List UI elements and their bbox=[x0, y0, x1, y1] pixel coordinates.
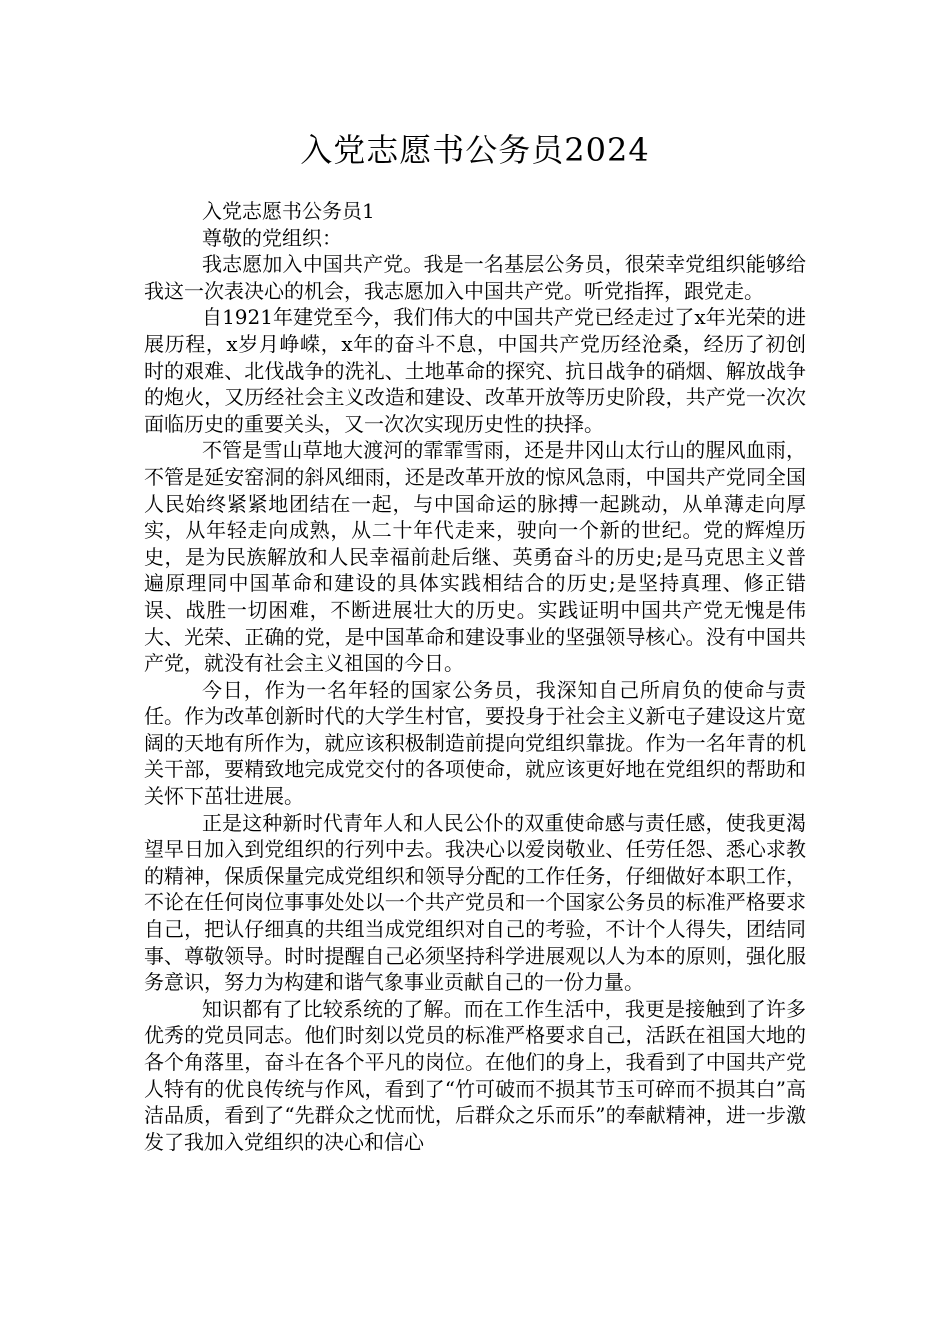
document-title: 入党志愿书公务员2024 bbox=[300, 131, 650, 169]
salutation: 尊敬的党组织： bbox=[202, 225, 342, 250]
paragraph-1: 我志愿加入中国共产党。我是一名基层公务员，很荣幸党组织能够给我这一次表决心的机会，我志愿加入中国共产党。听党指挥，跟党走。 bbox=[144, 252, 806, 303]
paragraph-6: 知识都有了比较系统的了解。而在工作生活中，我更是接触到了许多优秀的党员同志。他们时刻以党员的标准严格要求自己，活跃在祖国大地的各个角落里，奋斗在各个平凡的岗位。在他们的身上，我看到了中国共产党人特有的优良传统与作风，看到了“竹可破而不损其节玉可碎而不损其白”高洁品质，看到了“先群众之忧而忧，后群众之乐而乐”的奉献精神，进一步激发了我加入党组织的决心和信心 bbox=[144, 996, 806, 1154]
paragraph-2: 自1921年建党至今，我们伟大的中国共产党已经走过了x年光荣的进展历程，x岁月峥嵘，x年的奋斗不息，中国共产党历经沧桑，经历了初创时的艰难、北伐战争的洗礼、土地革命的探究、抗日战争的硝烟、解放战争的炮火，又历经社会主义改造和建设、改革开放等历史阶段，共产党一次次面临历史的重要关头，又一次次实现历史性的抉择。 bbox=[144, 305, 806, 436]
document-subheading: 入党志愿书公务员1 bbox=[202, 199, 375, 223]
paragraph-4: 今日，作为一名年轻的国家公务员，我深知自己所肩负的使命与责任。作为改革创新时代的大学生村官，要投身于社会主义新屯子建设这片宽阔的天地有所作为，就应该积极制造前提向党组织靠拢。作为一名年青的机关干部，要精致地完成党交付的各项使命，就应该更好地在党组织的帮助和关怀下茁壮进展。 bbox=[144, 677, 806, 809]
paragraph-5: 正是这种新时代青年人和人民公仆的双重使命感与责任感，使我更渴望早日加入到党组织的行列中去。我决心以爱岗敬业、任劳任怨、悉心求教的精神，保质保量完成党组织和领导分配的工作任务，仔细做好本职工作，不论在任何岗位事事处处以一个共产党员和一个国家公务员的标准严格要求自己，把认仔细真的共组当成党组织对自己的考验，不计个人得失，团结同事、尊敬领导。时时提醒自己必须坚持科学进展观以人为本的原则，强化服务意识，努力为构建和谐气象事业贡献自己的一份力量。 bbox=[144, 810, 806, 995]
paragraph-3: 不管是雪山草地大渡河的霏霏雪雨，还是井冈山太行山的腥风血雨，不管是延安窑洞的斜风细雨，还是改革开放的惊风急雨，中国共产党同全国人民始终紧紧地团结在一起，与中国命运的脉搏一起跳动，从单薄走向厚实，从年轻走向成熟，从二十年代走来，驶向一个新的世纪。党的辉煌历史，是为民族解放和人民幸福前赴后继、英勇奋斗的历史;是马克思主义普遍原理同中国革命和建设的具体实践相结合的历史;是坚持真理、修正错误、战胜一切困难，不断进展壮大的历史。实践证明中国共产党无愧是伟大、光荣、正确的党，是中国革命和建设事业的坚强领导核心。没有中国共产党，就没有社会主义祖国的今日。 bbox=[144, 438, 806, 676]
document-body bbox=[144, 198, 806, 1155]
